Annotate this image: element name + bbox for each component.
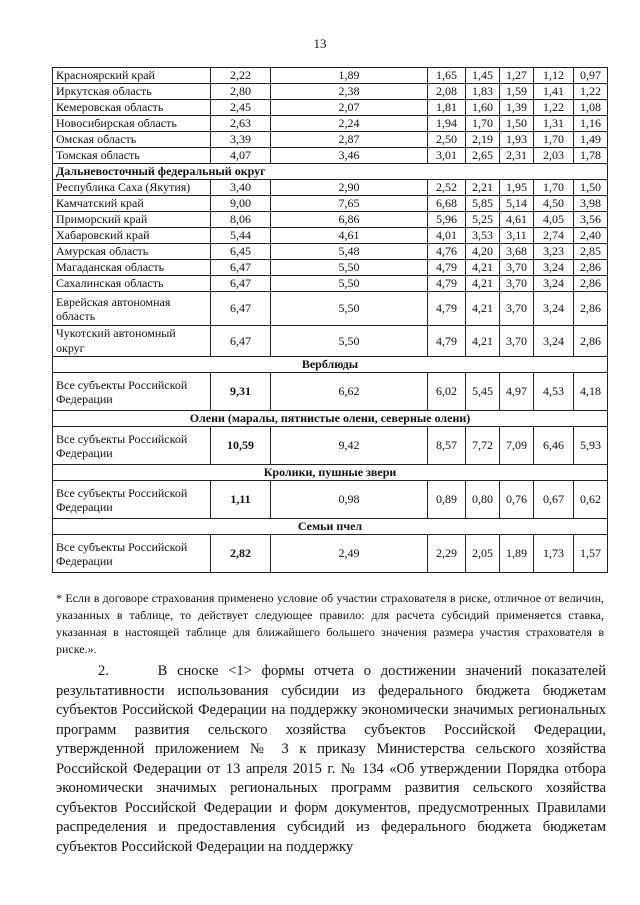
rate-cell: 4,76	[428, 244, 466, 260]
rate-cell: 4,61	[271, 228, 428, 244]
rate-cell: 0,76	[500, 481, 534, 519]
rate-cell: 6,86	[271, 212, 428, 228]
region-name-cell: Амурская область	[53, 244, 211, 260]
rate-cell: 10,59	[211, 427, 271, 465]
section-header-row	[53, 357, 608, 373]
region-name-cell: Республика Саха (Якутия)	[53, 180, 211, 196]
rate-cell: 2,40	[574, 228, 608, 244]
rate-cell: 0,80	[466, 481, 500, 519]
rate-cell: 4,79	[428, 292, 466, 326]
rate-cell: 1,95	[500, 180, 534, 196]
rate-cell: 1,60	[466, 100, 500, 116]
section-title: Семьи пчел	[53, 519, 608, 535]
rate-cell: 1,11	[211, 481, 271, 519]
rate-cell: 3,40	[211, 180, 271, 196]
rate-cell: 5,50	[271, 276, 428, 292]
rate-cell: 2,22	[211, 68, 271, 84]
section-header-row	[53, 411, 608, 427]
rate-cell: 1,89	[271, 68, 428, 84]
rate-cell: 6,47	[211, 276, 271, 292]
table-row	[53, 100, 608, 116]
rate-cell: 3,24	[534, 276, 574, 292]
rate-cell: 2,07	[271, 100, 428, 116]
rate-cell: 4,21	[466, 260, 500, 276]
rate-cell: 4,79	[428, 326, 466, 357]
rate-cell: 1,73	[534, 535, 574, 573]
table-row	[53, 68, 608, 84]
rate-cell: 6,47	[211, 326, 271, 357]
rate-cell: 1,94	[428, 116, 466, 132]
rate-cell: 3,01	[428, 148, 466, 164]
section-title: Дальневосточный федеральный округ	[53, 164, 608, 180]
rate-cell: 2,86	[574, 260, 608, 276]
section-title: Верблюды	[53, 357, 608, 373]
rate-cell: 2,52	[428, 180, 466, 196]
rate-cell: 1,12	[534, 68, 574, 84]
rate-cell: 7,65	[271, 196, 428, 212]
rate-cell: 1,78	[574, 148, 608, 164]
rate-cell: 2,05	[466, 535, 500, 573]
rate-cell: 0,97	[574, 68, 608, 84]
rate-cell: 4,18	[574, 373, 608, 411]
region-name-cell: Кемеровская область	[53, 100, 211, 116]
rate-cell: 1,49	[574, 132, 608, 148]
rate-cell: 3,70	[500, 326, 534, 357]
rate-cell: 1,70	[534, 132, 574, 148]
rate-cell: 1,65	[428, 68, 466, 84]
table-footnote: * Если в договоре страхования применено условие об участии страхователя в риске, отличное от величин, указанных в таблице, то действует следующее правило: для расчета субсидий применяется ставка, указанная в настоящей таблице для ближайшего большего значения размера участия страхователя в риске.».	[56, 591, 604, 656]
rate-cell: 5,50	[271, 260, 428, 276]
rate-cell: 5,50	[271, 292, 428, 326]
table-row	[53, 535, 608, 573]
table-row	[53, 196, 608, 212]
table-row	[53, 212, 608, 228]
section-header-row	[53, 465, 608, 481]
rate-cell: 5,93	[574, 427, 608, 465]
insurance-rates-table	[52, 67, 608, 573]
rate-cell: 3,70	[500, 292, 534, 326]
region-name-cell: Все субъекты Российской Федерации	[53, 373, 211, 411]
rate-cell: 4,50	[534, 196, 574, 212]
rate-cell: 6,02	[428, 373, 466, 411]
rate-cell: 3,23	[534, 244, 574, 260]
region-name-cell: Все субъекты Российской Федерации	[53, 427, 211, 465]
rate-cell: 9,31	[211, 373, 271, 411]
rate-cell: 6,45	[211, 244, 271, 260]
table-body	[53, 68, 608, 573]
table-row	[53, 244, 608, 260]
region-name-cell: Томская область	[53, 148, 211, 164]
rate-cell: 8,57	[428, 427, 466, 465]
rate-cell: 1,08	[574, 100, 608, 116]
region-name-cell: Новосибирская область	[53, 116, 211, 132]
rate-cell: 3,56	[574, 212, 608, 228]
table-row	[53, 427, 608, 465]
table-row	[53, 292, 608, 326]
rate-cell: 2,38	[271, 84, 428, 100]
region-name-cell: Сахалинская область	[53, 276, 211, 292]
rate-cell: 1,22	[534, 100, 574, 116]
rate-cell: 4,21	[466, 276, 500, 292]
table-row	[53, 116, 608, 132]
table-row	[53, 84, 608, 100]
rate-cell: 3,11	[500, 228, 534, 244]
rate-cell: 1,89	[500, 535, 534, 573]
rate-cell: 1,39	[500, 100, 534, 116]
rate-cell: 1,83	[466, 84, 500, 100]
rate-cell: 4,01	[428, 228, 466, 244]
rate-cell: 1,50	[500, 116, 534, 132]
rate-cell: 4,21	[466, 326, 500, 357]
rate-cell: 2,80	[211, 84, 271, 100]
rate-cell: 7,72	[466, 427, 500, 465]
rate-cell: 8,06	[211, 212, 271, 228]
rate-cell: 4,79	[428, 276, 466, 292]
rate-cell: 3,46	[271, 148, 428, 164]
rate-cell: 1,45	[466, 68, 500, 84]
rate-cell: 2,19	[466, 132, 500, 148]
rate-cell: 2,50	[428, 132, 466, 148]
rate-cell: 4,97	[500, 373, 534, 411]
rate-cell: 5,96	[428, 212, 466, 228]
rate-cell: 4,21	[466, 292, 500, 326]
rate-cell: 3,70	[500, 276, 534, 292]
rate-cell: 1,27	[500, 68, 534, 84]
section-title: Олени (маралы, пятнистые олени, северные олени)	[53, 411, 608, 427]
rate-cell: 2,21	[466, 180, 500, 196]
rate-cell: 5,85	[466, 196, 500, 212]
rate-cell: 1,22	[574, 84, 608, 100]
rate-cell: 2,45	[211, 100, 271, 116]
rate-cell: 9,42	[271, 427, 428, 465]
section-header-row	[53, 519, 608, 535]
rate-cell: 0,67	[534, 481, 574, 519]
rate-cell: 3,24	[534, 292, 574, 326]
rate-cell: 1,70	[534, 180, 574, 196]
rate-cell: 1,59	[500, 84, 534, 100]
rate-cell: 5,25	[466, 212, 500, 228]
rate-cell: 2,74	[534, 228, 574, 244]
rate-cell: 4,05	[534, 212, 574, 228]
rate-cell: 2,90	[271, 180, 428, 196]
table-row	[53, 180, 608, 196]
rate-cell: 1,57	[574, 535, 608, 573]
rate-cell: 2,31	[500, 148, 534, 164]
rate-cell: 1,50	[574, 180, 608, 196]
region-name-cell: Приморский край	[53, 212, 211, 228]
rate-cell: 3,70	[500, 260, 534, 276]
rate-cell: 6,68	[428, 196, 466, 212]
rate-cell: 5,50	[271, 326, 428, 357]
rate-cell: 2,85	[574, 244, 608, 260]
page-number: 13	[313, 36, 327, 51]
table-row	[53, 276, 608, 292]
rate-cell: 3,53	[466, 228, 500, 244]
amendment-paragraph: 2. В сноске <1> формы отчета о достижении значений показателей результативности использования субсидии из федерального бюджета бюджетам субъектов Российской Федерации на поддержку экономически значимых региональных программ развития сельского хозяйства субъектов Российской Федерации, утвержденной приложением № 3 к приказу Министерства сельского хозяйства Российской Федерации от 13 апреля 2015 г. № 134 «Об утверждении Порядка отбора экономически значимых региональных программ развития сельского хозяйства субъектов Российской Федерации и форм документов, предусмотренных Правилами распределения и предоставления субсидий из федерального бюджета бюджетам субъектов Российской Федерации на поддержку	[56, 663, 606, 855]
region-name-cell: Еврейская автономная область	[53, 292, 211, 326]
rate-cell: 4,61	[500, 212, 534, 228]
rate-cell: 2,65	[466, 148, 500, 164]
rate-cell: 3,98	[574, 196, 608, 212]
table-row	[53, 228, 608, 244]
rate-cell: 5,44	[211, 228, 271, 244]
table-row	[53, 132, 608, 148]
region-name-cell: Хабаровский край	[53, 228, 211, 244]
rate-cell: 0,62	[574, 481, 608, 519]
rate-cell: 1,70	[466, 116, 500, 132]
section-title: Кролики, пушные звери	[53, 465, 608, 481]
rate-cell: 2,86	[574, 326, 608, 357]
rate-cell: 3,24	[534, 260, 574, 276]
rate-cell: 3,39	[211, 132, 271, 148]
region-name-cell: Все субъекты Российской Федерации	[53, 535, 211, 573]
rate-cell: 1,16	[574, 116, 608, 132]
region-name-cell: Камчатский край	[53, 196, 211, 212]
rate-cell: 2,49	[271, 535, 428, 573]
rate-cell: 2,82	[211, 535, 271, 573]
region-name-cell: Иркутская область	[53, 84, 211, 100]
rate-cell: 2,87	[271, 132, 428, 148]
rate-cell: 2,08	[428, 84, 466, 100]
rate-cell: 6,62	[271, 373, 428, 411]
rate-cell: 2,86	[574, 276, 608, 292]
rate-cell: 6,47	[211, 260, 271, 276]
rate-cell: 9,00	[211, 196, 271, 212]
table-row	[53, 373, 608, 411]
region-name-cell: Омская область	[53, 132, 211, 148]
section-header-row	[53, 164, 608, 180]
region-name-cell: Чукотский автономный округ	[53, 326, 211, 357]
table-row	[53, 326, 608, 357]
rate-cell: 1,93	[500, 132, 534, 148]
region-name-cell: Красноярский край	[53, 68, 211, 84]
rate-cell: 3,68	[500, 244, 534, 260]
rate-cell: 2,86	[574, 292, 608, 326]
rate-cell: 4,07	[211, 148, 271, 164]
rate-cell: 2,29	[428, 535, 466, 573]
rate-cell: 7,09	[500, 427, 534, 465]
rate-cell: 5,48	[271, 244, 428, 260]
rate-cell: 0,89	[428, 481, 466, 519]
region-name-cell: Магаданская область	[53, 260, 211, 276]
rate-cell: 1,31	[534, 116, 574, 132]
rate-cell: 4,20	[466, 244, 500, 260]
table-row	[53, 260, 608, 276]
rate-cell: 4,79	[428, 260, 466, 276]
rate-cell: 1,41	[534, 84, 574, 100]
rate-cell: 2,63	[211, 116, 271, 132]
rate-cell: 1,81	[428, 100, 466, 116]
region-name-cell: Все субъекты Российской Федерации	[53, 481, 211, 519]
rate-cell: 6,46	[534, 427, 574, 465]
table-row	[53, 481, 608, 519]
rate-cell: 6,47	[211, 292, 271, 326]
rate-cell: 5,45	[466, 373, 500, 411]
rate-cell: 3,24	[534, 326, 574, 357]
rate-cell: 5,14	[500, 196, 534, 212]
rate-cell: 0,98	[271, 481, 428, 519]
rate-cell: 4,53	[534, 373, 574, 411]
table-row	[53, 148, 608, 164]
rate-cell: 2,03	[534, 148, 574, 164]
rate-cell: 2,24	[271, 116, 428, 132]
